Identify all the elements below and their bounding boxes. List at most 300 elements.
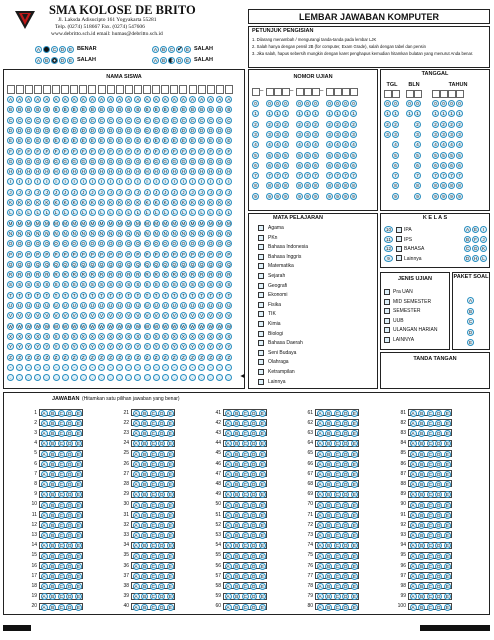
answer-bubble[interactable]: B [51,594,55,600]
name-bubble[interactable]: C [108,117,113,123]
name-bubble[interactable]: P [90,251,94,257]
name-bubble[interactable]: S [90,282,94,288]
exam-number-bubble[interactable]: 3 [296,131,303,138]
answer-bubble[interactable]: C [59,461,63,467]
exam-number-bubble[interactable]: 2 [334,121,341,128]
answer-bubble[interactable]: A [411,553,415,559]
answer-bubble[interactable]: B [420,471,424,477]
name-bubble[interactable]: O [208,241,213,247]
name-bubble[interactable]: P [190,251,194,257]
name-bubble[interactable]: D [172,127,176,133]
date-bubble[interactable]: 3 [384,131,391,138]
name-bubble[interactable]: V [27,313,31,319]
answer-bubble[interactable]: E [445,563,449,569]
exam-number-bubble[interactable]: 4 [326,141,333,148]
name-bubble[interactable]: L [53,209,60,216]
name-bubble[interactable]: C [17,117,22,123]
exam-number-box[interactable] [342,88,350,96]
name-bubble[interactable]: . [34,374,41,381]
name-bubble[interactable]: T [80,292,87,299]
name-bubble[interactable]: T [134,292,141,299]
name-bubble[interactable]: J [171,189,178,196]
name-bubble[interactable]: - [89,364,96,371]
name-bubble[interactable]: Y [118,344,122,350]
name-bubble[interactable]: W [199,323,204,329]
answer-bubble[interactable]: C [59,533,63,539]
name-bubble[interactable]: I [225,178,232,185]
exam-number-bubble[interactable]: 5 [266,152,273,159]
class-major-checkbox[interactable] [396,255,402,261]
answer-bubble[interactable]: C [243,471,247,477]
answer-bubble[interactable]: D [344,584,348,590]
name-bubble[interactable]: J [7,189,14,196]
name-bubble[interactable]: N [72,230,76,236]
answer-bubble[interactable]: B [51,502,55,508]
name-bubble[interactable]: A [27,97,31,102]
answer-bubble[interactable]: D [68,512,72,518]
date-bubble[interactable]: 7 [448,172,455,179]
name-bubble[interactable]: Q [136,261,140,267]
name-bubble[interactable]: L [171,209,178,216]
name-bubble[interactable]: W [26,323,31,329]
answer-bubble[interactable]: D [160,573,164,579]
answer-bubble[interactable]: C [335,604,339,610]
answer-bubble[interactable]: B [143,604,147,610]
name-bubble[interactable]: W [217,323,222,329]
answer-bubble[interactable]: B [235,441,239,447]
answer-bubble[interactable]: B [235,451,239,457]
name-bubble[interactable]: F [171,148,178,155]
name-bubble[interactable]: C [81,117,85,123]
name-bubble[interactable]: U [127,303,131,308]
name-bubble[interactable]: I [216,178,223,185]
answer-bubble[interactable]: B [235,584,239,590]
answer-bubble[interactable]: C [59,543,63,549]
answer-bubble[interactable]: D [68,410,72,416]
answer-bubble[interactable]: C [428,420,432,426]
name-bubble[interactable]: R [136,272,140,278]
answer-bubble[interactable]: D [160,594,164,600]
answer-bubble[interactable]: C [243,482,247,488]
name-bubble[interactable]: L [144,209,151,216]
name-bubble[interactable]: S [72,282,76,288]
answer-bubble[interactable]: D [252,451,256,457]
exam-number-bubble[interactable]: 8 [326,182,333,189]
exam-number-bubble[interactable]: 6 [312,162,319,169]
answer-bubble[interactable]: D [160,563,164,569]
answer-bubble[interactable]: D [252,584,256,590]
answer-bubble[interactable]: E [260,482,264,488]
exam-number-bubble[interactable]: 3 [304,131,311,138]
answer-bubble[interactable]: A [134,420,138,426]
name-bubble[interactable]: M [63,220,67,226]
name-bubble[interactable]: R [54,272,58,278]
name-bubble[interactable]: - [153,364,160,371]
date-bubble[interactable]: 4 [414,141,421,148]
answer-bubble[interactable]: E [352,522,356,528]
answer-bubble[interactable]: B [420,461,424,467]
exam-number-bubble[interactable]: 8 [350,182,357,189]
exam-number-bubble[interactable]: 1 [274,110,281,117]
name-bubble[interactable]: K [218,200,222,205]
name-letter-box[interactable] [134,85,142,94]
answer-bubble[interactable]: C [151,543,155,549]
name-bubble[interactable]: P [136,251,140,257]
name-bubble[interactable]: S [127,282,131,288]
date-bubble[interactable]: 8 [392,182,399,189]
name-bubble[interactable]: C [136,117,140,123]
name-bubble[interactable]: G [163,158,167,164]
name-bubble[interactable]: A [109,97,113,102]
name-bubble[interactable]: A [154,97,158,102]
name-bubble[interactable]: H [145,169,149,175]
subject-checkbox[interactable] [258,340,264,346]
name-bubble[interactable]: W [35,323,40,329]
class-section-bubble[interactable]: F [472,236,479,243]
date-bubble[interactable]: 7 [440,172,447,179]
name-bubble[interactable]: H [36,169,40,175]
name-bubble[interactable]: K [172,200,176,205]
exam-number-bubble[interactable]: 1 [334,110,341,117]
name-bubble[interactable]: G [227,158,231,164]
answer-bubble[interactable]: D [68,543,72,549]
answer-bubble[interactable]: A [226,471,230,477]
class-section-bubble[interactable]: C [465,246,470,251]
name-bubble[interactable]: V [227,313,231,319]
class-section-bubble[interactable]: B [465,236,469,242]
answer-bubble[interactable]: A [411,492,415,498]
name-bubble[interactable]: Y [218,344,222,350]
answer-bubble[interactable]: B [420,441,424,447]
answer-bubble[interactable]: A [134,441,138,447]
name-bubble[interactable]: R [127,272,131,278]
name-bubble[interactable]: N [54,230,58,236]
exam-number-bubble[interactable]: 2 [304,121,311,128]
exam-number-box[interactable] [350,88,358,96]
exam-number-bubble[interactable]: 0 [350,100,357,107]
exam-number-bubble[interactable]: 6 [266,162,273,169]
name-bubble[interactable]: Q [90,261,95,267]
answer-bubble[interactable]: B [327,471,331,477]
answer-bubble[interactable]: E [168,471,172,477]
name-bubble[interactable]: L [25,209,32,216]
name-bubble[interactable]: M [8,220,13,226]
answer-bubble[interactable]: B [327,492,331,498]
exam-number-bubble[interactable]: 2 [266,121,273,128]
exam-number-bubble[interactable]: 3 [334,131,341,138]
answer-bubble[interactable]: C [59,584,63,590]
answer-bubble[interactable]: A [42,431,46,437]
name-bubble[interactable]: G [36,158,40,164]
name-bubble[interactable]: E [18,138,22,144]
answer-bubble[interactable]: D [160,492,164,498]
name-bubble[interactable]: B [18,107,22,113]
name-bubble[interactable]: U [218,303,222,308]
exam-number-box[interactable] [274,88,282,96]
exam-number-bubble[interactable]: 6 [342,162,349,169]
answer-bubble[interactable]: D [160,522,164,528]
date-bubble[interactable]: 6 [448,162,455,169]
exam-number-bubble[interactable]: 9 [266,193,273,200]
answer-bubble[interactable]: A [134,502,138,508]
answer-bubble[interactable]: C [243,441,247,447]
name-bubble[interactable]: U [163,303,167,308]
answer-bubble[interactable]: D [344,512,348,518]
name-bubble[interactable]: E [200,138,204,144]
exam-number-bubble[interactable]: 4 [282,141,289,148]
answer-bubble[interactable]: E [168,594,172,600]
name-bubble[interactable]: T [62,292,69,299]
name-bubble[interactable]: O [81,241,86,247]
name-bubble[interactable]: X [45,333,49,339]
name-bubble[interactable]: B [36,107,40,113]
answer-bubble[interactable]: D [437,594,441,600]
answer-bubble[interactable]: D [68,471,72,477]
name-bubble[interactable]: H [163,169,167,175]
exam-number-bubble[interactable]: 6 [334,162,341,169]
answer-bubble[interactable]: B [420,573,424,579]
name-bubble[interactable]: - [125,364,132,371]
name-bubble[interactable]: W [226,323,232,329]
exam-number-bubble[interactable]: 9 [282,193,289,200]
answer-bubble[interactable]: B [51,522,55,528]
name-bubble[interactable]: F [125,148,132,155]
name-bubble[interactable]: H [199,169,204,175]
name-bubble[interactable]: . [171,374,178,381]
name-bubble[interactable]: - [16,364,23,371]
name-bubble[interactable]: B [63,107,67,113]
exam-number-bubble[interactable]: 6 [296,162,303,169]
name-bubble[interactable]: K [8,200,12,205]
answer-bubble[interactable]: A [42,502,46,508]
name-bubble[interactable]: - [7,364,14,371]
exam-number-bubble[interactable]: 8 [304,182,311,189]
answer-bubble[interactable]: E [352,420,356,426]
answer-bubble[interactable]: B [420,512,424,518]
name-bubble[interactable]: N [36,230,40,236]
answer-bubble[interactable]: A [318,573,322,579]
name-bubble[interactable]: E [190,138,194,144]
answer-bubble[interactable]: B [327,410,331,416]
name-bubble[interactable]: Q [190,261,195,267]
name-bubble[interactable]: M [217,220,222,226]
name-bubble[interactable]: S [218,282,222,288]
answer-bubble[interactable]: D [252,461,256,467]
answer-bubble[interactable]: D [68,502,72,508]
name-bubble[interactable]: G [145,158,149,164]
answer-bubble[interactable]: C [335,563,339,569]
name-bubble[interactable]: T [162,292,169,299]
date-bubble[interactable]: 6 [440,162,447,169]
date-bubble[interactable]: 5 [440,152,447,159]
name-bubble[interactable]: G [72,158,76,164]
name-bubble[interactable]: X [163,333,167,339]
name-bubble[interactable]: O [45,241,49,247]
name-bubble[interactable]: C [154,117,158,123]
name-bubble[interactable]: U [108,303,113,308]
answer-bubble[interactable]: D [160,553,164,559]
answer-bubble[interactable]: B [327,604,331,610]
answer-bubble[interactable]: A [134,573,138,579]
answer-bubble[interactable]: B [143,471,147,477]
answer-bubble[interactable]: D [252,502,256,508]
name-bubble[interactable]: M [45,220,49,226]
date-bubble[interactable]: 8 [456,182,463,189]
name-bubble[interactable]: D [45,127,49,133]
name-bubble[interactable]: T [98,292,105,299]
name-bubble[interactable]: V [99,313,103,319]
name-bubble[interactable]: - [180,364,187,371]
answer-bubble[interactable]: C [151,512,155,518]
name-bubble[interactable]: S [36,282,40,288]
answer-bubble[interactable]: D [252,553,256,559]
name-bubble[interactable]: P [18,251,22,257]
name-bubble[interactable]: K [45,200,49,205]
name-bubble[interactable]: S [81,282,85,288]
name-bubble[interactable]: P [154,251,158,257]
name-bubble[interactable]: O [36,241,40,247]
name-bubble[interactable]: C [127,117,131,123]
answer-bubble[interactable]: C [151,553,155,559]
name-bubble[interactable]: J [34,189,41,196]
name-bubble[interactable]: J [225,189,232,196]
subject-checkbox[interactable] [258,359,264,365]
date-bubble[interactable]: 5 [392,152,399,159]
exam-number-bubble[interactable]: 7 [274,172,281,179]
answer-bubble[interactable]: A [411,410,415,416]
answer-bubble[interactable]: B [51,492,55,498]
answer-bubble[interactable]: B [235,512,239,518]
answer-bubble[interactable]: A [42,553,46,559]
name-bubble[interactable]: H [127,169,131,175]
answer-bubble[interactable]: A [318,604,322,610]
answer-bubble[interactable]: E [76,492,80,498]
name-bubble[interactable]: T [144,292,151,299]
class-section-bubble[interactable]: E [473,227,477,232]
name-bubble[interactable]: . [89,374,96,381]
name-bubble[interactable]: X [127,333,131,339]
answer-bubble[interactable]: B [235,492,239,498]
name-bubble[interactable]: V [154,313,158,319]
answer-bubble[interactable]: E [168,431,172,437]
name-letter-box[interactable] [107,85,115,94]
answer-bubble[interactable]: A [318,502,322,508]
answer-bubble[interactable]: B [235,522,239,528]
answer-bubble[interactable]: A [134,492,138,498]
name-bubble[interactable]: I [180,178,187,185]
name-bubble[interactable]: K [36,200,40,205]
answer-bubble[interactable]: D [160,441,164,447]
date-bubble[interactable]: 1 [406,110,413,117]
date-bubble[interactable]: 7 [392,172,399,179]
answer-bubble[interactable]: E [445,471,449,477]
name-bubble[interactable]: X [154,333,158,339]
answer-bubble[interactable]: A [134,533,138,539]
name-bubble[interactable]: K [118,200,122,205]
answer-bubble[interactable]: B [327,563,331,569]
exam-number-bubble[interactable]: 2 [282,121,289,128]
date-bubble[interactable]: 8 [440,182,447,189]
name-bubble[interactable]: P [163,251,167,257]
answer-bubble[interactable]: D [344,492,348,498]
exam-number-bubble[interactable]: 6 [304,162,311,169]
name-bubble[interactable]: F [71,148,78,155]
answer-bubble[interactable]: D [68,431,72,437]
answer-bubble[interactable]: E [168,482,172,488]
date-bubble[interactable]: 4 [440,141,447,148]
name-bubble[interactable]: O [54,241,58,247]
name-bubble[interactable]: K [136,200,140,205]
name-bubble[interactable]: Y [8,344,12,350]
name-bubble[interactable]: P [200,251,204,257]
name-bubble[interactable]: T [43,292,50,299]
answer-bubble[interactable]: A [226,431,230,437]
name-bubble[interactable]: X [227,333,231,339]
name-bubble[interactable]: F [80,148,87,155]
answer-bubble[interactable]: C [243,420,247,426]
answer-bubble[interactable]: C [335,410,339,416]
answer-bubble[interactable]: E [168,522,172,528]
name-bubble[interactable]: R [154,272,158,278]
name-bubble[interactable]: N [8,230,13,236]
name-bubble[interactable]: E [36,138,40,144]
name-bubble[interactable]: K [109,200,113,205]
answer-bubble[interactable]: E [260,410,264,416]
name-bubble[interactable]: H [172,169,176,175]
name-bubble[interactable]: B [209,107,213,113]
name-bubble[interactable]: M [154,220,158,226]
name-bubble[interactable]: G [8,158,13,164]
name-bubble[interactable]: Z [189,354,196,361]
name-bubble[interactable]: N [108,230,113,236]
name-bubble[interactable]: C [90,117,95,123]
answer-bubble[interactable]: E [260,461,264,467]
subject-checkbox[interactable] [258,292,264,298]
answer-bubble[interactable]: C [151,584,155,590]
exam-number-bubble[interactable]: 0 [282,100,289,107]
answer-bubble[interactable]: A [226,594,230,600]
name-bubble[interactable]: S [172,282,176,288]
answer-bubble[interactable]: C [335,512,339,518]
name-bubble[interactable]: L [16,209,23,216]
name-bubble[interactable]: Q [163,261,167,267]
answer-bubble[interactable]: E [168,492,172,498]
answer-bubble[interactable]: C [151,451,155,457]
name-letter-box[interactable] [152,85,160,94]
subject-checkbox[interactable] [258,321,264,327]
name-bubble[interactable]: N [199,230,204,236]
name-bubble[interactable]: T [7,292,14,299]
answer-bubble[interactable]: A [226,461,230,467]
name-bubble[interactable]: D [108,127,113,133]
name-bubble[interactable]: T [225,292,232,299]
packet-bubble[interactable]: E [468,340,472,345]
answer-bubble[interactable]: C [243,594,247,600]
answer-bubble[interactable]: D [344,420,348,426]
name-bubble[interactable]: M [227,220,231,226]
name-bubble[interactable]: S [181,282,185,288]
answer-bubble[interactable]: D [68,420,72,426]
answer-bubble[interactable]: A [318,451,322,457]
name-bubble[interactable]: M [108,220,113,226]
answer-bubble[interactable]: E [445,543,449,549]
name-bubble[interactable]: A [118,97,122,102]
name-bubble[interactable]: S [54,282,58,288]
name-bubble[interactable]: A [45,97,49,102]
answer-bubble[interactable]: E [445,502,449,508]
answer-bubble[interactable]: D [437,451,441,457]
name-bubble[interactable]: V [163,313,167,319]
